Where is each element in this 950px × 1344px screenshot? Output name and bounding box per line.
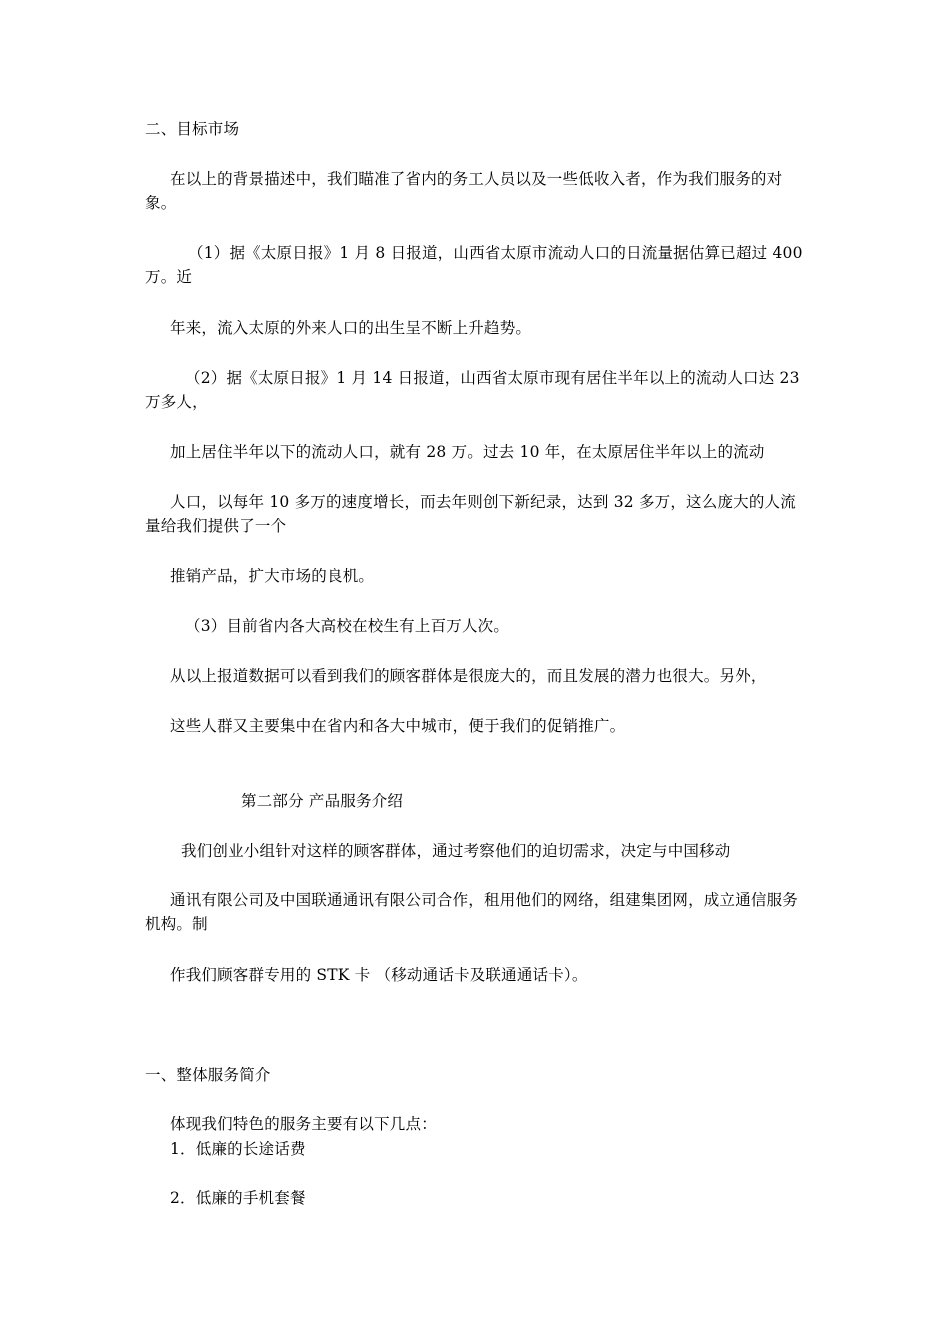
section-heading-target-market: 二、目标市场 bbox=[145, 120, 240, 138]
part-2-line-a: 我们创业小组针对这样的顾客群体，通过考察他们的迫切需求，决定与中国移动 bbox=[181, 842, 731, 860]
feature-item-1: 1．低廉的长途话费 bbox=[170, 1140, 306, 1158]
item-1-line-b: 年来，流入太原的外来人口的出生呈不断上升趋势。 bbox=[170, 319, 532, 337]
section-heading-overall-service: 一、整体服务简介 bbox=[145, 1066, 271, 1084]
item-2-line-d: 推销产品，扩大市场的良机。 bbox=[170, 567, 375, 585]
features-intro: 体现我们特色的服务主要有以下几点： bbox=[170, 1115, 437, 1133]
part-2-line-b: 通讯有限公司及中国联通通讯有限公司合作，租用他们的网络，组建集团网，成立通信服务机构。制 bbox=[145, 891, 799, 933]
item-2-line-b: 加上居住半年以下的流动人口，就有 28 万。过去 10 年，在太原居住半年以上的流动 bbox=[170, 443, 765, 461]
item-2-line-a: （2）据《太原日报》1 月 14 日报道，山西省太原市现有居住半年以上的流动人口达 23 万多人， bbox=[145, 369, 800, 411]
part-2-heading: 第二部分 产品服务介绍 bbox=[241, 792, 404, 810]
item-3: （3）目前省内各大高校在校生有上百万人次。 bbox=[185, 617, 510, 635]
feature-item-2: 2．低廉的手机套餐 bbox=[170, 1189, 306, 1207]
part-2-line-c: 作我们顾客群专用的 STK 卡 （移动通话卡及联通通话卡）。 bbox=[170, 966, 588, 984]
conclusion-line-a: 从以上报道数据可以看到我们的顾客群体是很庞大的，而且发展的潜力也很大。另外， bbox=[170, 667, 767, 685]
item-1-line-a: （1）据《太原日报》1 月 8 日报道，山西省太原市流动人口的日流量据估算已超过 400 万。近 bbox=[145, 244, 803, 286]
conclusion-line-b: 这些人群又主要集中在省内和各大中城市，便于我们的促销推广。 bbox=[170, 717, 626, 735]
item-2-line-c: 人口，以每年 10 多万的速度增长，而去年则创下新纪录，达到 32 多万，这么庞大的人流量给我们提供了一个 bbox=[145, 493, 796, 535]
intro-paragraph: 在以上的背景描述中，我们瞄准了省内的务工人员以及一些低收入者，作为我们服务的对象。 bbox=[145, 170, 783, 212]
